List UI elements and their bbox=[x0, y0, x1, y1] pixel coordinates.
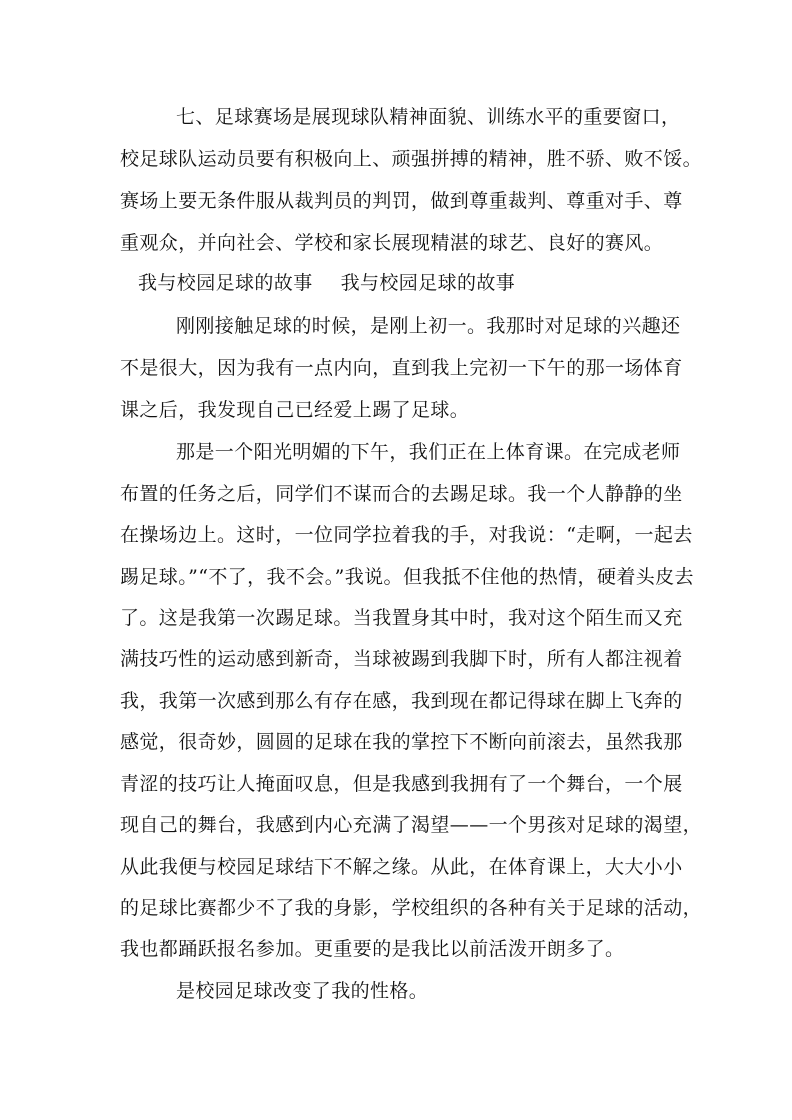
paragraph-line: 在操场边上。这时，一位同学拉着我的手，对我说：“走啊，一起去 bbox=[120, 524, 693, 546]
story-heading bbox=[138, 270, 698, 296]
paragraph-line: 布置的任务之后，同学们不谋而合的去踢足球。我一个人静静的坐 bbox=[120, 483, 683, 505]
paragraph-line: 七、足球赛场是展现球队精神面貌、训练水平的重要窗口， bbox=[176, 106, 681, 128]
paragraph-line: 我也都踊跃报名参加。更重要的是我比以前活泼开朗多了。 bbox=[120, 938, 625, 960]
paragraph-line: 校足球队运动员要有积极向上、顽强拼搏的精神，胜不骄、败不馁。 bbox=[120, 148, 703, 170]
story-heading-title-repeat: 我与校园足球的故事 bbox=[340, 272, 516, 294]
paragraph-line: 不是很大，因为我有一点内向，直到我上完初一下午的那一场体育 bbox=[120, 357, 683, 379]
paragraph-line: 赛场上要无条件服从裁判员的判罚，做到尊重裁判、尊重对手、尊 bbox=[120, 190, 683, 212]
paragraph-line: 是校园足球改变了我的性格。 bbox=[176, 980, 429, 1002]
paragraph-line: 满技巧性的运动感到新奇，当球被踢到我脚下时，所有人都注视着 bbox=[120, 648, 683, 670]
paragraph-line: 重观众，并向社会、学校和家长展现精湛的球艺、良好的赛风。 bbox=[120, 232, 664, 254]
paragraph-line: 感觉，很奇妙，圆圆的足球在我的掌控下不断向前滚去，虽然我那 bbox=[120, 731, 683, 753]
paragraph-line: 从此我便与校园足球结下不解之缘。从此，在体育课上，大大小小 bbox=[120, 856, 683, 878]
paragraph-line: 现自己的舞台，我感到内心充满了渴望——一个男孩对足球的渴望， bbox=[120, 814, 703, 836]
paragraph-line: 课之后，我发现自己已经爱上踢了足球。 bbox=[120, 399, 470, 421]
paragraph-line: 刚刚接触足球的时候，是刚上初一。我那时对足球的兴趣还 bbox=[176, 315, 681, 337]
paragraph-line: 那是一个阳光明媚的下午，我们正在上体育课。在完成老师 bbox=[176, 441, 681, 463]
paragraph-line: 我，我第一次感到那么有存在感，我到现在都记得球在脚上飞奔的 bbox=[120, 690, 683, 712]
paragraph-line: 青涩的技巧让人掩面叹息，但是我感到我拥有了一个舞台，一个展 bbox=[120, 773, 683, 795]
paragraph-line: 踢足球。”“不了，我不会。”我说。但我抵不住他的热情，硬着头皮去 bbox=[120, 566, 694, 588]
paragraph-line: 的足球比赛都少不了我的身影，学校组织的各种有关于足球的活动， bbox=[120, 897, 703, 919]
story-heading-title: 我与校园足球的故事 bbox=[138, 272, 313, 294]
paragraph-line: 了。这是我第一次踢足球。当我置身其中时，我对这个陌生而又充 bbox=[120, 607, 683, 629]
